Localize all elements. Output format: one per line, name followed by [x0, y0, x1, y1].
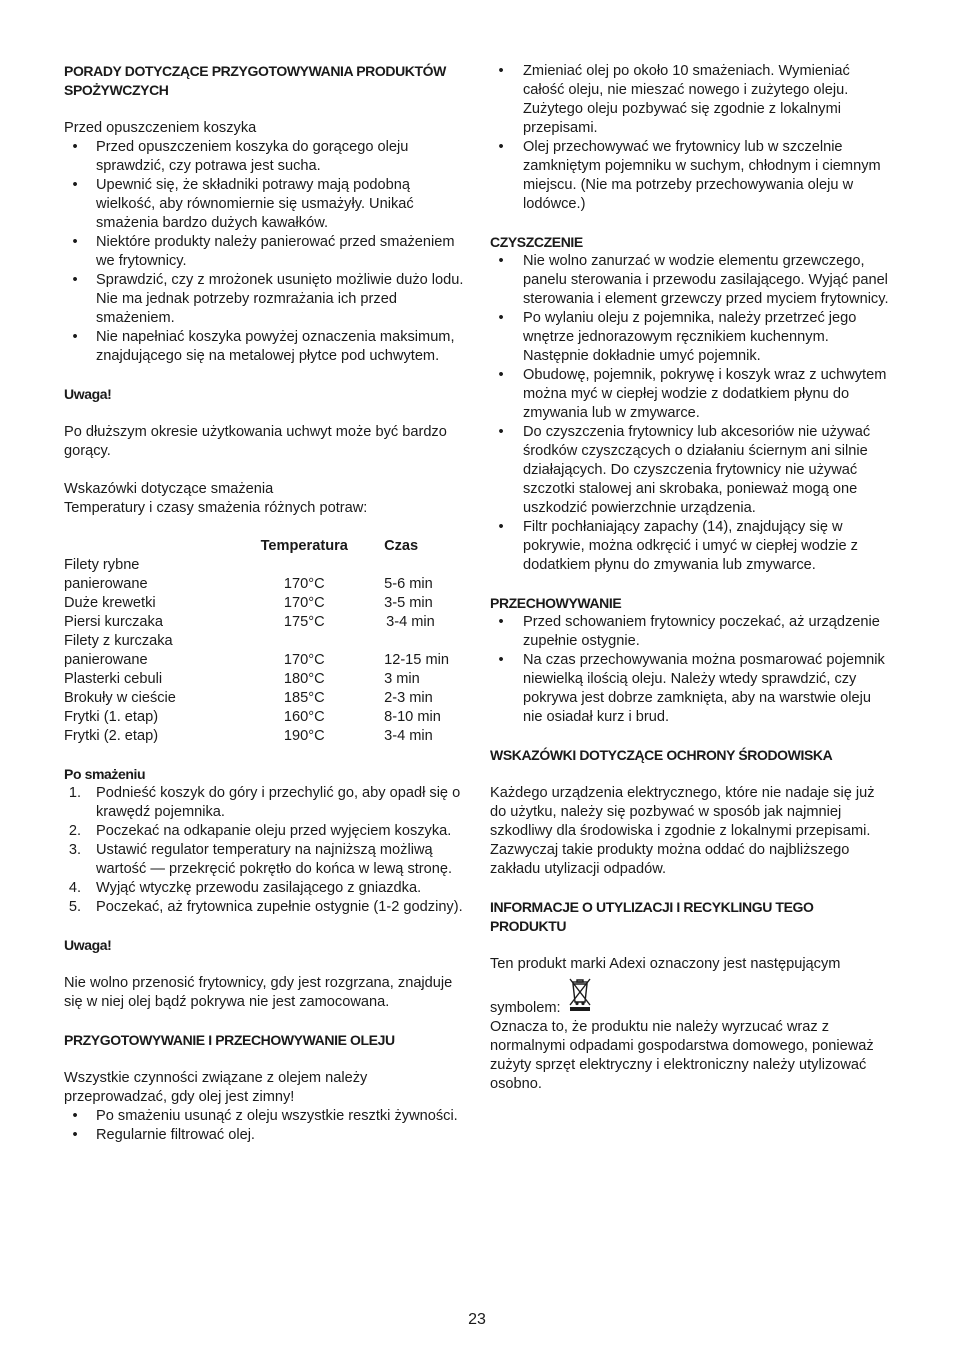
col-temperature: Temperatura [260, 538, 348, 554]
table-row: panierowane 170°C 5-6 min [64, 576, 433, 592]
table-row: Piersi kurczaka 175°C 3-4 min [64, 614, 435, 630]
storage-list [490, 613, 890, 727]
table-row: Frytki (2. etap) 190°C 3-4 min [64, 728, 433, 744]
table-row: Frytki (1. etap) 160°C 8-10 min [64, 709, 441, 725]
crossed-bin-icon [567, 976, 593, 1018]
heading-after-frying: Po smażeniu [64, 766, 146, 782]
list-item: • Regularnie filtrować olej. [72, 1127, 255, 1143]
food-prep-intro: Przed opuszczeniem koszyka [64, 120, 257, 136]
heading-warning-1: Uwaga! [64, 386, 112, 402]
frying-tips-title: Wskazówki dotyczące smażenia [64, 481, 274, 497]
frying-tips-subtitle: Temperatury i czasy smażenia różnych potraw: [64, 500, 368, 516]
list-item: • Nie wolno zanurzać w wodzie elementu grzewczego, panelu sterowania i przewodu zasilającego. Wyjąć panel sterowania i element grzewczy przed myciem frytownicy. [498, 253, 889, 307]
heading-storage: PRZECHOWYWANIE [490, 595, 622, 611]
list-item: • Niektóre produkty należy panierować przed smażeniem we frytownicy. [72, 234, 455, 269]
list-item: • Przed schowaniem frytownicy poczekać, aż urządzenie zupełnie ostygnie. [498, 614, 880, 649]
list-item: 2. Poczekać na odkapanie oleju przed wyjęciem koszyka. [68, 823, 452, 839]
table-row: Duże krewetki 170°C 3-5 min [64, 595, 433, 611]
heading-warning-2: Uwaga! [64, 937, 112, 953]
right-column [490, 62, 890, 1094]
list-item: • Do czyszczenia frytownicy lub akcesoriów nie używać środków czyszczących o działaniu ściernym ani silnie działających. Do czyszczenia frytownicy nie używać szczotki stalowej ani skrobaka, ponieważ mogą one uszkodzić powierzchnie urządzenia. [498, 424, 871, 516]
list-item: 3. Ustawić regulator temperatury na najniższą możliwą wartość — przekręcić pokrętło do końca w lewą stronę. [68, 842, 453, 877]
col-time: Czas [384, 538, 419, 554]
table-row: Filety z kurczaka [64, 633, 173, 649]
list-item: 5. Poczekać, aż frytownica zupełnie ostygnie (1-2 godziny). [68, 899, 463, 915]
table-header-row [64, 537, 464, 556]
list-item: 4. Wyjąć wtyczkę przewodu zasilającego z gniazdka. [68, 880, 422, 896]
list-item: • Zmieniać olej po około 10 smażeniach. Wymieniać całość oleju, nie mieszać nowego i zużytego oleju. Zużytego oleju pozbywać się zgodnie z lokalnymi przepisami. [498, 63, 850, 136]
recycling-symbol-line: symbolem: [490, 976, 890, 1018]
frying-table [64, 537, 464, 746]
recycling-text: Oznacza to, że produktu nie należy wyrzucać wraz z normalnymi odpadami gospodarstwa domowego, ponieważ zużyty sprzęt elektryczny i elektroniczny należy utylizować osobno. [490, 1019, 874, 1092]
list-item: • Po smażeniu usunąć z oleju wszystkie resztki żywności. [72, 1108, 458, 1124]
list-item: 1. Podnieść koszyk do góry i przechylić go, aby opadł się o krawędź pojemnika. [68, 785, 461, 820]
list-item: • Obudowę, pojemnik, pokrywę i koszyk wraz z uchwytem można myć w ciepłej wodzie z dodatkiem płynu do zmywania lub w zmywarce. [498, 367, 887, 421]
cleaning-list-2 [490, 309, 890, 575]
list-item: • Filtr pochłaniający zapachy (14), znajdujący się w pokrywie, można odkręcić i umyć w ciepłej wodzie z dodatkiem płynu do zmywania lub zmywarce. [498, 519, 858, 573]
warning-2-text: Nie wolno przenosić frytownicy, gdy jest rozgrzana, znajduje się w niej olej bądź pokrywa nie jest zamocowana. [64, 975, 453, 1010]
page-number: 23 [468, 1311, 486, 1328]
heading-oil: PRZYGOTOWYWANIE I PRZECHOWYWANIE OLEJU [64, 1032, 395, 1048]
heading-recycling: INFORMACJE O UTYLIZACJI I RECYKLINGU TEGO PRODUKTU [490, 899, 814, 934]
list-item: • Nie napełniać koszyka powyżej oznaczenia maksimum, znajdującego się na metalowej płytce pod uchwytem. [72, 329, 455, 364]
oil-list-continued [490, 62, 890, 214]
list-item: • Po wylaniu oleju z pojemnika, należy przetrzeć jego wnętrze jednorazowym ręcznikiem kuchennym. Następnie dokładnie umyć pojemnik. [498, 310, 857, 364]
heading-food-prep: PORADY DOTYCZĄCE PRZYGOTOWYWANIA PRODUKTÓW SPOŻYWCZYCH [64, 63, 446, 98]
after-frying-list [64, 784, 464, 917]
heading-environment: WSKAZÓWKI DOTYCZĄCE OCHRONY ŚRODOWISKA [490, 747, 833, 763]
cleaning-list [490, 252, 890, 309]
list-item: • Na czas przechowywania można posmarować pojemnik niewielką ilością oleju. Należy wtedy sprawdzić, czy pokrywa jest dobrze zamknięta, aby na warstwie oleju nie osiadał kurz i brud. [498, 652, 885, 725]
environment-text: Każdego urządzenia elektrycznego, które nie nadaje się już do użytku, należy się pozbywać w sposób jak najmniej szkodliwy dla środowiska i zgodnie z lokalnymi przepisami. Zazwyczaj takie produkty można oddać do najbliższego zakładu utylizacji odpadów. [490, 785, 875, 877]
table-row: Filety rybne [64, 557, 140, 573]
food-prep-list [64, 138, 464, 366]
table-row: Brokuły w cieście 185°C 2-3 min [64, 690, 433, 706]
warning-1-text: Po dłuższym okresie użytkowania uchwyt może być bardzo gorący. [64, 424, 447, 459]
list-item: • Olej przechowywać we frytownicy lub w szczelnie zamkniętym pojemniku w suchym, chłodnym i ciemnym miejscu. (Nie ma potrzeby przechowywania oleju w lodówce.) [498, 139, 881, 212]
table-row: Plasterki cebuli 180°C 3 min [64, 671, 420, 687]
oil-text: Wszystkie czynności związane z olejem należy przeprowadzać, gdy olej jest zimny! [64, 1070, 368, 1105]
list-item: • Upewnić się, że składniki potrawy mają podobną wielkość, aby równomiernie się usmażyły. Unikać smażenia bardzo dużych kawałków. [72, 177, 414, 231]
list-item: • Przed opuszczeniem koszyka do gorącego oleju sprawdzić, czy potrawa jest sucha. [72, 139, 409, 174]
oil-list [64, 1107, 464, 1145]
list-item: • Sprawdzić, czy z mrożonek usunięto możliwie dużo lodu. Nie ma jednak potrzeby rozmrażania ich przed smażeniem. [72, 272, 464, 326]
table-row: panierowane 170°C 12-15 min [64, 652, 449, 668]
heading-cleaning: CZYSZCZENIE [490, 234, 583, 250]
recycling-line-1: Ten produkt marki Adexi oznaczony jest następującym [490, 956, 841, 972]
left-column [64, 62, 464, 1145]
